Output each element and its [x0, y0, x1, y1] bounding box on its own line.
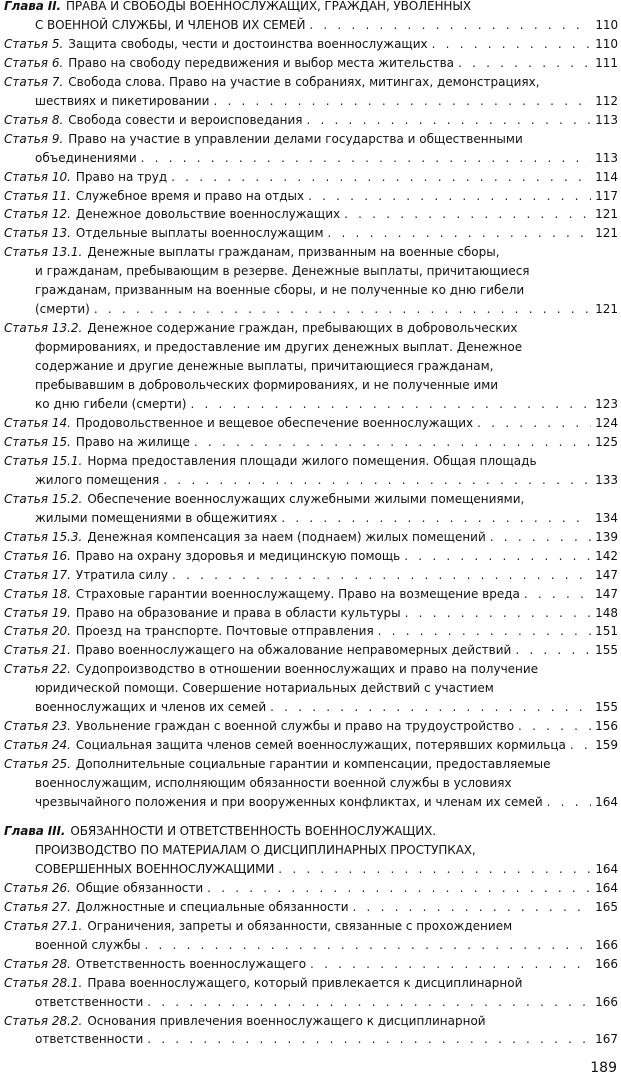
page-reference: 114: [595, 169, 618, 184]
toc-article-entry: [4, 187, 618, 206]
entry-title-text: ответственности: [35, 994, 144, 1009]
entry-title-text: Продовольственное и вещевое обеспечение военнослужащих: [75, 415, 474, 430]
page-number: 189: [590, 1060, 617, 1076]
entry-title-text: Свобода совести и вероисповедания: [68, 112, 303, 127]
article-label: Статья 16.: [4, 548, 71, 563]
entry-title-text: шествиях и пикетировании: [35, 93, 210, 108]
article-label: Статья 25.: [4, 757, 71, 772]
toc-entry-line: [4, 243, 618, 262]
page-reference: 147: [595, 567, 618, 582]
entry-title-text: Ограничения, запреты и обязанности, связанные с прохождением: [87, 918, 513, 933]
toc-article-entry: [4, 898, 618, 917]
entry-title-text: ОБЯЗАННОСТИ И ОТВЕТСТВЕННОСТЬ ВОЕННОСЛУЖАЩИХ.: [70, 823, 436, 838]
dot-leader: [270, 698, 591, 717]
dot-leader: [570, 736, 591, 755]
toc-article-entry: [4, 736, 618, 755]
page-reference: 147: [595, 586, 618, 601]
entry-title-text: СОВЕРШЕННЫХ ВОЕННОСЛУЖАЩИМИ: [35, 861, 275, 876]
toc-entry-line: [4, 414, 618, 433]
article-label: Статья 6.: [4, 55, 64, 70]
entry-title-text: военнослужащих и членов их семей: [35, 700, 267, 715]
dot-leader: [378, 622, 591, 641]
toc-article-entry: [4, 622, 618, 641]
toc-article-entry: [4, 54, 618, 73]
toc-entry-line: [4, 841, 618, 860]
dot-leader: [207, 879, 591, 898]
toc-article-entry: [4, 205, 618, 224]
toc-article-entry: [4, 641, 618, 660]
page-reference: 110: [595, 36, 618, 51]
dot-leader: [141, 149, 591, 168]
toc-article-entry: [4, 243, 618, 319]
toc-article-entry: [4, 1012, 618, 1050]
entry-title-text: Общие обязанности: [75, 880, 204, 895]
entry-title-text: Право на труд: [75, 169, 168, 184]
toc-article-entry: [4, 547, 618, 566]
dot-leader: [145, 936, 592, 955]
toc-article-entry: [4, 452, 618, 490]
article-label: Статья 22.: [4, 662, 71, 677]
article-label: Статья 15.: [4, 434, 71, 449]
toc-article-entry: [4, 319, 618, 414]
toc-entry-line: [4, 281, 618, 300]
entry-title-text: объединениями: [35, 150, 137, 165]
dot-leader: [404, 547, 591, 566]
dot-leader: [171, 168, 591, 187]
entry-title-text: Утратила силу: [75, 567, 168, 582]
entry-title-text: Права военнослужащего, который привлекается к дисциплинарной: [87, 975, 523, 990]
entry-title-text: Денежные выплаты гражданам, призванным на военные сборы,: [87, 245, 500, 260]
chapter-label: Глава III.: [4, 823, 66, 838]
dot-leader: [353, 898, 592, 917]
entry-title-text: Дополнительные социальные гарантии и компенсации, предоставляемые: [75, 757, 551, 772]
entry-title-text: военной службы: [35, 937, 141, 952]
page-reference: 111: [595, 55, 618, 70]
article-label: Статья 15.1.: [4, 453, 83, 468]
entry-title-text: Обеспечение военнослужащих служебными жилыми помещениями,: [87, 491, 525, 506]
toc-chapter-entry: [4, 822, 618, 879]
entry-title-text: Право на участие в управлении делами государства и общественными: [68, 131, 523, 146]
page-reference: 167: [595, 1032, 618, 1047]
toc-article-entry: [4, 917, 618, 955]
entry-title-text: и гражданам, пребывающим в резерве. Денежные выплаты, причитающиеся: [35, 264, 530, 279]
entry-title-text: юридической помощи. Совершение нотариальных действий с участием: [35, 681, 494, 696]
toc-article-entry: [4, 604, 618, 623]
dot-leader: [147, 1030, 591, 1049]
article-label: Статья 8.: [4, 112, 64, 127]
dot-leader: [94, 300, 591, 319]
article-label: Статья 27.: [4, 899, 71, 914]
entry-title-text: ко дню гибели (смерти): [35, 397, 187, 412]
entry-title-text: Право на жилище: [75, 434, 190, 449]
article-label: Статья 11.: [4, 188, 71, 203]
toc-article-entry: [4, 879, 618, 898]
toc-entry-line: [4, 566, 618, 585]
article-label: Статья 23.: [4, 719, 71, 734]
toc-article-entry: [4, 955, 618, 974]
toc-entry-line: [4, 509, 618, 528]
toc-entry-line: [4, 1030, 618, 1049]
toc-entry-line: [4, 73, 618, 92]
toc-article-entry: [4, 433, 618, 452]
dot-leader: [547, 793, 591, 812]
dot-leader: [344, 205, 591, 224]
page-reference: 121: [595, 302, 618, 317]
entry-title-text: Норма предоставления площади жилого помещения. Общая площадь: [87, 453, 537, 468]
dot-leader: [432, 35, 591, 54]
toc-article-entry: [4, 660, 618, 717]
article-label: Статья 19.: [4, 605, 71, 620]
toc-entry-line: [4, 490, 618, 509]
page-reference: 117: [595, 188, 618, 203]
toc-entry-line: [4, 205, 618, 224]
toc-entry-line: [4, 898, 618, 917]
toc-entry-line: [4, 822, 618, 841]
page-reference: 164: [595, 795, 618, 810]
entry-title-text: содержание и другие денежные выплаты, причитающиеся гражданам,: [35, 359, 494, 374]
toc-entry-line: [4, 993, 618, 1012]
article-label: Статья 14.: [4, 415, 71, 430]
page-reference: 166: [595, 994, 618, 1009]
page-reference: 121: [595, 226, 618, 241]
dot-leader: [306, 111, 591, 130]
page-reference: 159: [595, 738, 618, 753]
toc-article-entry: [4, 717, 618, 736]
page-reference: 166: [595, 956, 618, 971]
entry-title-text: (смерти): [35, 302, 90, 317]
entry-title-text: Страховые гарантии военнослужащему. Право на возмещение вреда: [75, 586, 520, 601]
page-reference: 164: [595, 861, 618, 876]
article-label: Статья 13.: [4, 226, 71, 241]
article-label: Статья 20.: [4, 624, 71, 639]
toc-entry-line: [4, 917, 618, 936]
toc-entry-line: [4, 622, 618, 641]
dot-leader: [147, 993, 591, 1012]
toc-entry-line: [4, 736, 618, 755]
article-label: Статья 15.3.: [4, 529, 83, 544]
page-reference: 113: [595, 112, 618, 127]
entry-title-text: Свобода слова. Право на участие в собраниях, митингах, демонстрациях,: [68, 74, 540, 89]
entry-title-text: гражданам, призванным на военные сборы, и не полученные ко дню гибели: [35, 283, 525, 298]
toc-article-entry: [4, 566, 618, 585]
article-label: Статья 7.: [4, 74, 64, 89]
page-reference: 165: [595, 899, 618, 914]
entry-title-text: формированиях, и предоставление им других денежных выплат. Денежное: [35, 340, 523, 355]
toc-entry-line: [4, 679, 618, 698]
dot-leader: [405, 604, 591, 623]
dot-leader: [328, 224, 592, 243]
entry-title-text: Ответственность военнослужащего: [75, 956, 307, 971]
article-label: Статья 17.: [4, 567, 71, 582]
entry-title-text: ответственности: [35, 1032, 144, 1047]
toc-entry-line: [4, 452, 618, 471]
page-reference: 164: [595, 880, 618, 895]
toc-entry-line: [4, 641, 618, 660]
entry-title-text: Судопроизводство в отношении военнослужащих и право на получение: [75, 662, 539, 677]
page-reference: 148: [595, 605, 618, 620]
toc-entry-line: [4, 974, 618, 993]
page-reference: 155: [595, 643, 618, 658]
toc-entry-line: [4, 604, 618, 623]
page-reference: 166: [595, 937, 618, 952]
entry-title-text: Право на охрану здоровья и медицинскую помощь: [75, 548, 401, 563]
page-reference: 125: [595, 434, 618, 449]
entry-title-text: ПРАВА И СВОБОДЫ ВОЕННОСЛУЖАЩИХ, ГРАЖДАН, УВОЛЕННЫХ: [66, 0, 471, 13]
entry-title-text: Денежная компенсация за наем (поднаем) жилых помещений: [87, 529, 486, 544]
page-reference: 134: [595, 510, 618, 525]
dot-leader: [190, 395, 591, 414]
chapter-label: Глава II.: [4, 0, 61, 13]
toc-entry-line: [4, 16, 618, 35]
dot-leader: [524, 585, 591, 604]
page-reference: 156: [595, 719, 618, 734]
entry-title-text: Увольнение граждан с военной службы и право на трудоустройство: [75, 719, 515, 734]
article-label: Статья 28.: [4, 956, 71, 971]
toc-article-entry: [4, 130, 618, 168]
page-reference: 121: [595, 207, 618, 222]
toc-entry-line: [4, 130, 618, 149]
entry-title-text: чрезвычайного положения и при вооруженных конфликтах, и членам их семей: [35, 795, 543, 810]
toc-entry-line: [4, 149, 618, 168]
article-label: Статья 27.1.: [4, 918, 83, 933]
article-label: Статья 15.2.: [4, 491, 83, 506]
toc-entry-line: [4, 300, 618, 319]
toc-entry-line: [4, 262, 618, 281]
toc-entry-line: [4, 433, 618, 452]
dot-leader: [518, 717, 591, 736]
toc-entry-line: [4, 187, 618, 206]
toc-entry-line: [4, 955, 618, 974]
dot-leader: [458, 54, 591, 73]
page-reference: 155: [595, 700, 618, 715]
toc-entry-line: [4, 35, 618, 54]
toc-article-entry: [4, 585, 618, 604]
dot-leader: [213, 92, 591, 111]
article-label: Статья 12.: [4, 207, 71, 222]
entry-title-text: Право военнослужащего на обжалование неправомерных действий: [75, 643, 512, 658]
entry-title-text: жилого помещения: [35, 472, 160, 487]
toc-article-entry: [4, 755, 618, 812]
toc-entry-line: [4, 698, 618, 717]
dot-leader: [281, 509, 591, 528]
article-label: Статья 24.: [4, 738, 71, 753]
toc-entry-line: [4, 936, 618, 955]
page-reference: 139: [595, 529, 618, 544]
toc-article-entry: [4, 111, 618, 130]
entry-title-text: Проезд на транспорте. Почтовые отправления: [75, 624, 374, 639]
dot-leader: [308, 187, 591, 206]
page-reference: 151: [595, 624, 618, 639]
toc-entry-line: [4, 319, 618, 338]
article-label: Статья 10.: [4, 169, 71, 184]
toc-entry-line: [4, 793, 618, 812]
page-reference: 123: [595, 397, 618, 412]
toc-entry-line: [4, 774, 618, 793]
toc-article-entry: [4, 528, 618, 547]
dot-leader: [477, 414, 591, 433]
toc-article-entry: [4, 974, 618, 1012]
toc-entry-line: [4, 0, 618, 16]
toc-entry-line: [4, 471, 618, 490]
entry-title-text: Защита свободы, чести и достоинства военнослужащих: [68, 36, 428, 51]
toc-entry-line: [4, 528, 618, 547]
article-label: Статья 28.1.: [4, 975, 83, 990]
dot-leader: [310, 955, 591, 974]
dot-leader: [515, 641, 591, 660]
toc-entry-line: [4, 1012, 618, 1031]
article-label: Статья 21.: [4, 643, 71, 658]
page-reference: 113: [595, 150, 618, 165]
page-reference: 133: [595, 472, 618, 487]
toc-entry-line: [4, 54, 618, 73]
article-label: Статья 13.1.: [4, 245, 83, 260]
entry-title-text: ПРОИЗВОДСТВО ПО МАТЕРИАЛАМ О ДИСЦИПЛИНАРНЫХ ПРОСТУПКАХ,: [35, 842, 476, 857]
page-reference: 112: [595, 93, 618, 108]
entry-title-text: Служебное время и право на отдых: [75, 188, 305, 203]
entry-title-text: Денежное содержание граждан, пребывающих в добровольческих: [87, 321, 518, 336]
article-label: Статья 18.: [4, 586, 71, 601]
article-label: Статья 28.2.: [4, 1013, 83, 1028]
dot-leader: [490, 528, 591, 547]
toc-entry-line: [4, 547, 618, 566]
toc-entry-line: [4, 879, 618, 898]
entry-title-text: Основания привлечения военнослужащего к дисциплинарной: [87, 1013, 486, 1028]
toc-entry-line: [4, 395, 618, 414]
toc-entry-line: [4, 376, 618, 395]
toc-article-entry: [4, 168, 618, 187]
toc-entry-line: [4, 717, 618, 736]
entry-title-text: пребывавшим в добровольческих формированиях, и не полученные ими: [35, 378, 499, 393]
entry-title-text: жилыми помещениями в общежитиях: [35, 510, 278, 525]
article-label: Статья 5.: [4, 36, 64, 51]
dot-leader: [309, 16, 591, 35]
toc-article-entry: [4, 224, 618, 243]
article-label: Статья 26.: [4, 880, 71, 895]
toc-entry-line: [4, 585, 618, 604]
toc-article-entry: [4, 490, 618, 528]
toc-entry-line: [4, 168, 618, 187]
toc-entry-line: [4, 338, 618, 357]
entry-title-text: военнослужащим, исполняющим обязанности военной службы в условиях: [35, 776, 512, 791]
toc-article-entry: [4, 414, 618, 433]
toc-article-entry: [4, 73, 618, 111]
article-label: Статья 13.2.: [4, 321, 83, 336]
entry-title-text: Право на образование и права в области культуры: [75, 605, 401, 620]
toc-entry-line: [4, 357, 618, 376]
toc-entry-line: [4, 92, 618, 111]
dot-leader: [172, 566, 591, 585]
toc-article-entry: [4, 35, 618, 54]
table-of-contents: [4, 0, 618, 1049]
toc-chapter-entry: [4, 0, 618, 35]
toc-entry-line: [4, 755, 618, 774]
entry-title-text: Право на свободу передвижения и выбор места жительства: [68, 55, 455, 70]
dot-leader: [163, 471, 591, 490]
toc-entry-line: [4, 660, 618, 679]
toc-entry-line: [4, 111, 618, 130]
entry-title-text: Денежное довольствие военнослужащих: [75, 207, 341, 222]
entry-title-text: С ВОЕННОЙ СЛУЖБЫ, И ЧЛЕНОВ ИХ СЕМЕЙ: [35, 17, 306, 32]
dot-leader: [194, 433, 591, 452]
article-label: Статья 9.: [4, 131, 64, 146]
entry-title-text: Должностные и специальные обязанности: [75, 899, 349, 914]
page-reference: 110: [595, 17, 618, 32]
dot-leader: [278, 860, 591, 879]
toc-entry-line: [4, 860, 618, 879]
entry-title-text: Социальная защита членов семей военнослужащих, потерявших кормильца: [75, 738, 566, 753]
entry-title-text: Отдельные выплаты военнослужащим: [75, 226, 324, 241]
page-reference: 142: [595, 548, 618, 563]
page-reference: 124: [595, 415, 618, 430]
toc-entry-line: [4, 224, 618, 243]
